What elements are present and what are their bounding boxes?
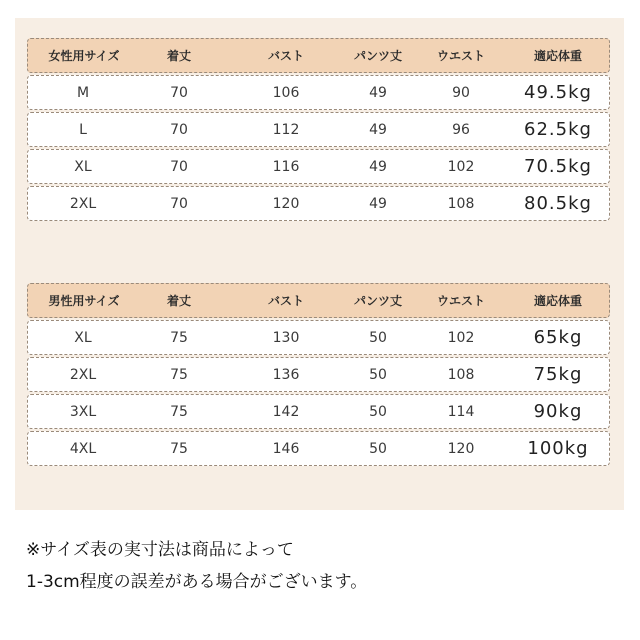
womens-size-table: [27, 38, 610, 223]
size-cell: M: [76, 84, 90, 101]
waist-cell: 102: [447, 158, 475, 175]
size-cell: 2XL: [69, 195, 97, 212]
header-pants-length: パンツ丈: [353, 49, 402, 63]
size-cell: 2XL: [69, 366, 97, 383]
pants-length-cell: 49: [369, 84, 387, 101]
waist-cell: 108: [447, 195, 475, 212]
table-row: [27, 186, 610, 221]
weight-cell: 70.5kg: [524, 156, 592, 177]
table-row: [27, 320, 610, 355]
length-cell: 70: [170, 195, 188, 212]
header-size: 女性用サイズ: [48, 49, 120, 63]
size-cell: 4XL: [69, 440, 97, 457]
table-row: [27, 394, 610, 429]
header-waist: ウエスト: [436, 49, 485, 63]
bust-cell: 120: [272, 195, 300, 212]
bust-cell: 146: [272, 440, 300, 457]
table-header-row: [27, 38, 610, 73]
length-cell: 70: [170, 84, 188, 101]
mens-size-table: [27, 283, 610, 468]
length-cell: 75: [170, 440, 188, 457]
pants-length-cell: 49: [369, 158, 387, 175]
header-pants-length: パンツ丈: [353, 294, 402, 308]
pants-length-cell: 50: [369, 403, 387, 420]
weight-cell: 65kg: [533, 327, 583, 348]
bust-cell: 116: [272, 158, 300, 175]
size-cell: 3XL: [69, 403, 97, 420]
waist-cell: 120: [447, 440, 475, 457]
pants-length-cell: 50: [369, 366, 387, 383]
waist-cell: 114: [447, 403, 475, 420]
header-waist: ウエスト: [436, 294, 485, 308]
table-row: [27, 357, 610, 392]
waist-cell: 102: [447, 329, 475, 346]
bust-cell: 106: [272, 84, 300, 101]
length-cell: 70: [170, 121, 188, 138]
weight-cell: 75kg: [533, 364, 583, 385]
weight-cell: 49.5kg: [524, 82, 592, 103]
bust-cell: 136: [272, 366, 300, 383]
header-size: 男性用サイズ: [48, 294, 120, 308]
waist-cell: 108: [447, 366, 475, 383]
length-cell: 75: [170, 366, 188, 383]
header-length: 着丈: [166, 49, 191, 63]
header-weight: 適応体重: [533, 294, 582, 308]
pants-length-cell: 50: [369, 329, 387, 346]
waist-cell: 96: [452, 121, 470, 138]
header-bust: バスト: [267, 49, 304, 63]
pants-length-cell: 49: [369, 121, 387, 138]
size-cell: XL: [74, 329, 92, 346]
bust-cell: 130: [272, 329, 300, 346]
size-note-line-2: 1-3cm程度の誤差がある場合がございます。: [26, 572, 368, 592]
table-row: [27, 431, 610, 466]
pants-length-cell: 50: [369, 440, 387, 457]
weight-cell: 100kg: [527, 438, 589, 459]
bust-cell: 112: [272, 121, 300, 138]
table-row: [27, 149, 610, 184]
waist-cell: 90: [452, 84, 470, 101]
header-bust: バスト: [267, 294, 304, 308]
size-cell: L: [79, 121, 87, 138]
length-cell: 75: [170, 329, 188, 346]
length-cell: 75: [170, 403, 188, 420]
weight-cell: 80.5kg: [524, 193, 592, 214]
header-length: 着丈: [166, 294, 191, 308]
weight-cell: 90kg: [533, 401, 583, 422]
size-note-line-1: ※サイズ表の実寸法は商品によって: [26, 540, 294, 560]
table-row: [27, 75, 610, 110]
length-cell: 70: [170, 158, 188, 175]
size-cell: XL: [74, 158, 92, 175]
bust-cell: 142: [272, 403, 300, 420]
header-weight: 適応体重: [533, 49, 582, 63]
weight-cell: 62.5kg: [524, 119, 592, 140]
pants-length-cell: 49: [369, 195, 387, 212]
table-header-row: [27, 283, 610, 318]
table-row: [27, 112, 610, 147]
